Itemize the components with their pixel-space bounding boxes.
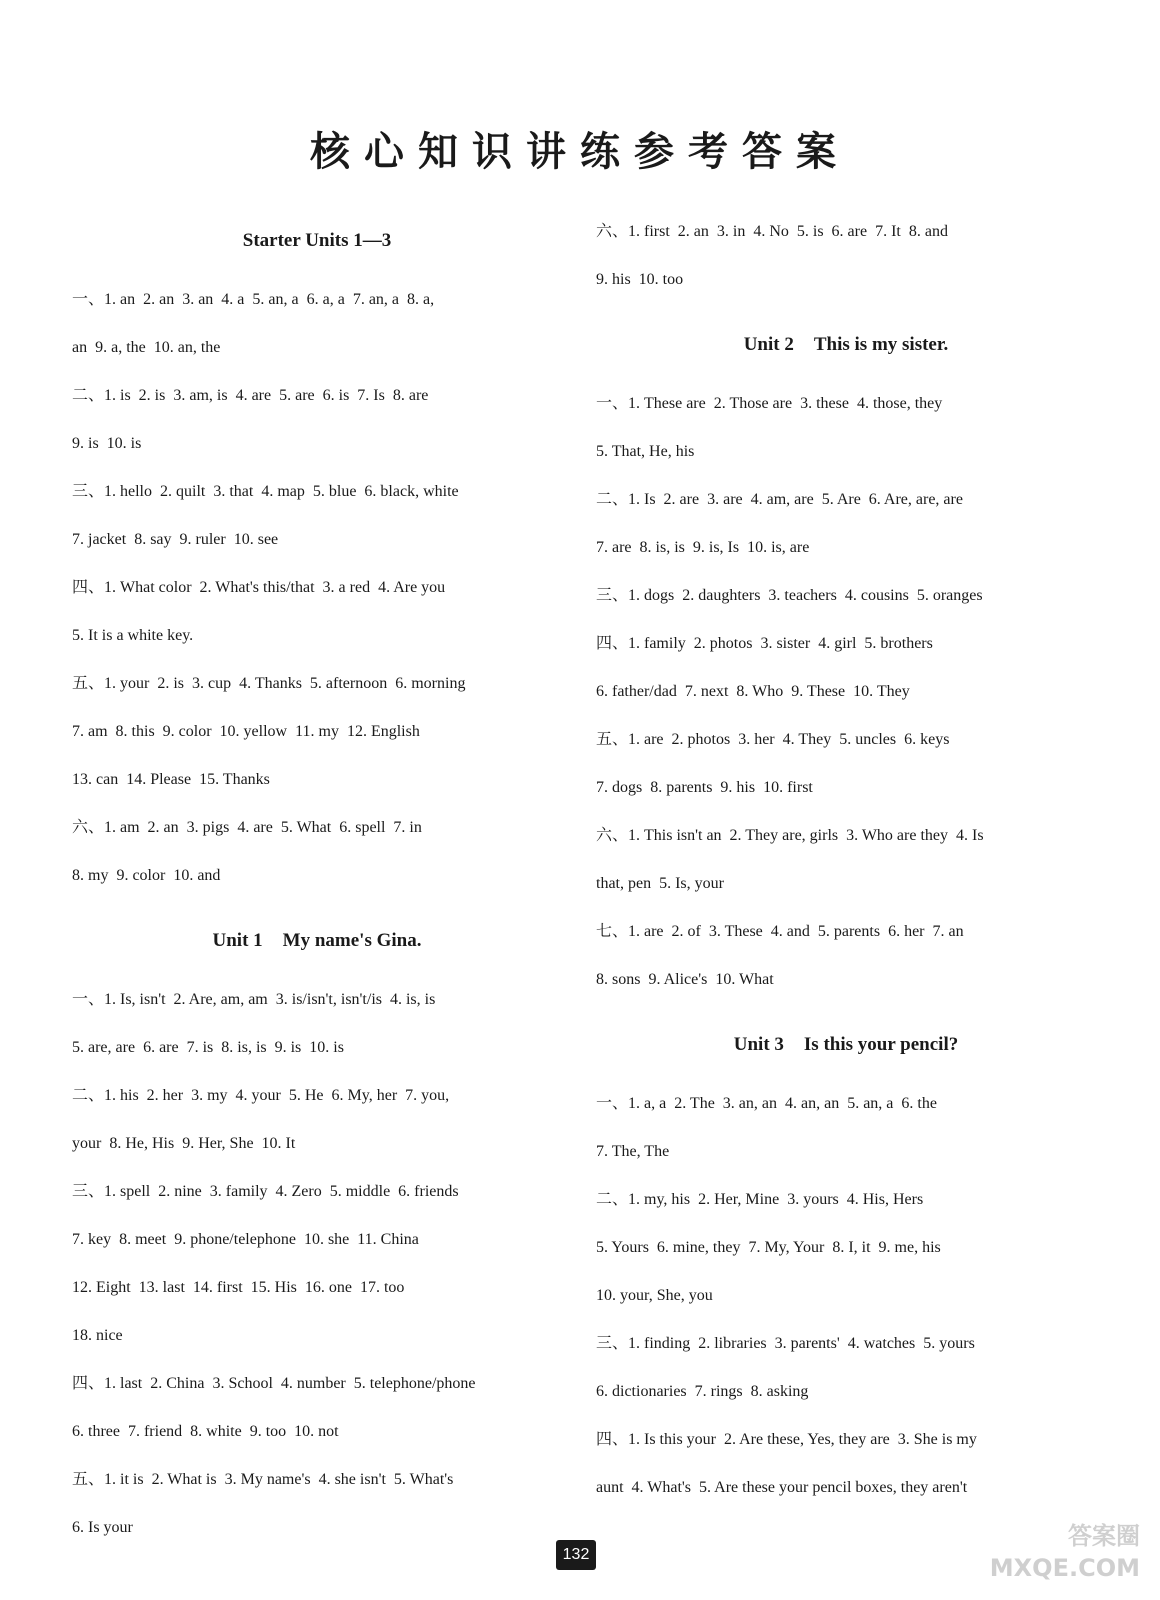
- section-title: [72, 926, 562, 956]
- answer-line: that, pen 5. Is, your: [596, 875, 724, 892]
- answer-line: 5. That, He, his: [596, 443, 695, 460]
- answer-line: 三、1. spell 2. nine 3. family 4. Zero 5. middle 6. friends: [72, 1183, 459, 1200]
- answer-line: 五、1. it is 2. What is 3. My name's 4. she isn't 5. What's: [72, 1471, 454, 1488]
- page-title: 核心知识讲练参考答案: [310, 129, 850, 175]
- answer-line: 7. key 8. meet 9. phone/telephone 10. she 11. China: [72, 1231, 419, 1248]
- answer-line: 13. can 14. Please 15. Thanks: [72, 771, 270, 788]
- answer-line: 7. The, The: [596, 1143, 670, 1160]
- answer-line: 12. Eight 13. last 14. first 15. His 16. one 17. too: [72, 1279, 405, 1296]
- answer-line: 6. dictionaries 7. rings 8. asking: [596, 1383, 809, 1400]
- answer-line: 7. dogs 8. parents 9. his 10. first: [596, 779, 813, 796]
- answer-line: 六、1. This isn't an 2. They are, girls 3. Who are they 4. Is: [596, 827, 984, 844]
- section-heading-text: Is this your pencil?: [803, 1034, 959, 1055]
- answer-line: 三、1. dogs 2. daughters 3. teachers 4. cousins 5. oranges: [596, 587, 983, 604]
- page-number: 132: [556, 1540, 596, 1570]
- answer-line: 二、1. is 2. is 3. am, is 4. are 5. are 6. is 7. Is 8. are: [72, 387, 429, 404]
- answer-line: 9. his 10. too: [596, 271, 684, 288]
- answer-line: 一、1. an 2. an 3. an 4. a 5. an, a 6. a, a 7. an, a 8. a,: [72, 291, 435, 308]
- answer-line: 一、1. These are 2. Those are 3. these 4. those, they: [596, 395, 943, 412]
- answer-line: 六、1. am 2. an 3. pigs 4. are 5. What 6. spell 7. in: [72, 819, 422, 836]
- answer-line: 6. father/dad 7. next 8. Who 9. These 10. They: [596, 683, 910, 700]
- left-column: [72, 200, 562, 1552]
- section-heading-text: My name's Gina.: [282, 930, 422, 951]
- answer-line: 六、1. first 2. an 3. in 4. No 5. is 6. are 7. It 8. and: [596, 223, 948, 240]
- section-title: [596, 1030, 1096, 1060]
- answer-line: 9. is 10. is: [72, 435, 142, 452]
- answer-line: 四、1. last 2. China 3. School 4. number 5. telephone/phone: [72, 1375, 476, 1392]
- answer-line: 一、1. Is, isn't 2. Are, am, am 3. is/isn't, isn't/is 4. is, is: [72, 991, 436, 1008]
- answer-line: 三、1. finding 2. libraries 3. parents' 4. watches 5. yours: [596, 1335, 975, 1352]
- answer-line: 7. am 8. this 9. color 10. yellow 11. my 12. English: [72, 723, 420, 740]
- answer-line: 三、1. hello 2. quilt 3. that 4. map 5. blue 6. black, white: [72, 483, 459, 500]
- answer-line: 五、1. your 2. is 3. cup 4. Thanks 5. afternoon 6. morning: [72, 675, 466, 692]
- answer-line: 10. your, She, you: [596, 1287, 713, 1304]
- section-number: Unit 1: [212, 930, 263, 951]
- answer-line: your 8. He, His 9. Her, She 10. It: [72, 1135, 296, 1152]
- answer-line: 8. my 9. color 10. and: [72, 867, 221, 884]
- answer-line: 二、1. my, his 2. Her, Mine 3. yours 4. His, Hers: [596, 1191, 924, 1208]
- answer-line: 6. three 7. friend 8. white 9. too 10. not: [72, 1423, 339, 1440]
- answer-line: 18. nice: [72, 1327, 123, 1344]
- right-column: [596, 208, 1096, 1512]
- answer-line: 四、1. What color 2. What's this/that 3. a red 4. Are you: [72, 579, 446, 596]
- answer-line: 7. jacket 8. say 9. ruler 10. see: [72, 531, 279, 548]
- answer-line: aunt 4. What's 5. Are these your pencil boxes, they aren't: [596, 1479, 968, 1496]
- answer-line: 一、1. a, a 2. The 3. an, an 4. an, an 5. an, a 6. the: [596, 1095, 937, 1112]
- answer-line: 5. It is a white key.: [72, 627, 194, 644]
- section-number: Unit 2: [743, 334, 794, 355]
- answer-line: 5. are, are 6. are 7. is 8. is, is 9. is 10. is: [72, 1039, 344, 1056]
- section-heading-text: This is my sister.: [813, 334, 949, 355]
- answer-line: 七、1. are 2. of 3. These 4. and 5. parents 6. her 7. an: [596, 923, 964, 940]
- answer-line: 四、1. family 2. photos 3. sister 4. girl 5. brothers: [596, 635, 933, 652]
- answer-line: 7. are 8. is, is 9. is, Is 10. is, are: [596, 539, 810, 556]
- answer-line: 8. sons 9. Alice's 10. What: [596, 971, 774, 988]
- answer-line: 5. Yours 6. mine, they 7. My, Your 8. I, it 9. me, his: [596, 1239, 941, 1256]
- answer-line: 二、1. his 2. her 3. my 4. your 5. He 6. My, her 7. you,: [72, 1087, 450, 1104]
- section-title: [72, 226, 562, 256]
- section-heading-text: Starter Units 1—3: [242, 230, 392, 251]
- section-number: Unit 3: [733, 1034, 784, 1055]
- answer-line: 五、1. are 2. photos 3. her 4. They 5. uncles 6. keys: [596, 731, 950, 748]
- answer-line: 二、1. Is 2. are 3. are 4. am, are 5. Are 6. Are, are, are: [596, 491, 963, 508]
- section-title: [596, 330, 1096, 360]
- answer-line: 6. Is your: [72, 1519, 133, 1536]
- watermark-logo: [960, 1520, 1140, 1590]
- answer-line: 四、1. Is this your 2. Are these, Yes, they are 3. She is my: [596, 1431, 977, 1448]
- answer-line: an 9. a, the 10. an, the: [72, 339, 221, 356]
- watermark-line1: 答案圈: [1068, 1522, 1140, 1550]
- watermark-line2: MXQE.COM: [989, 1554, 1140, 1582]
